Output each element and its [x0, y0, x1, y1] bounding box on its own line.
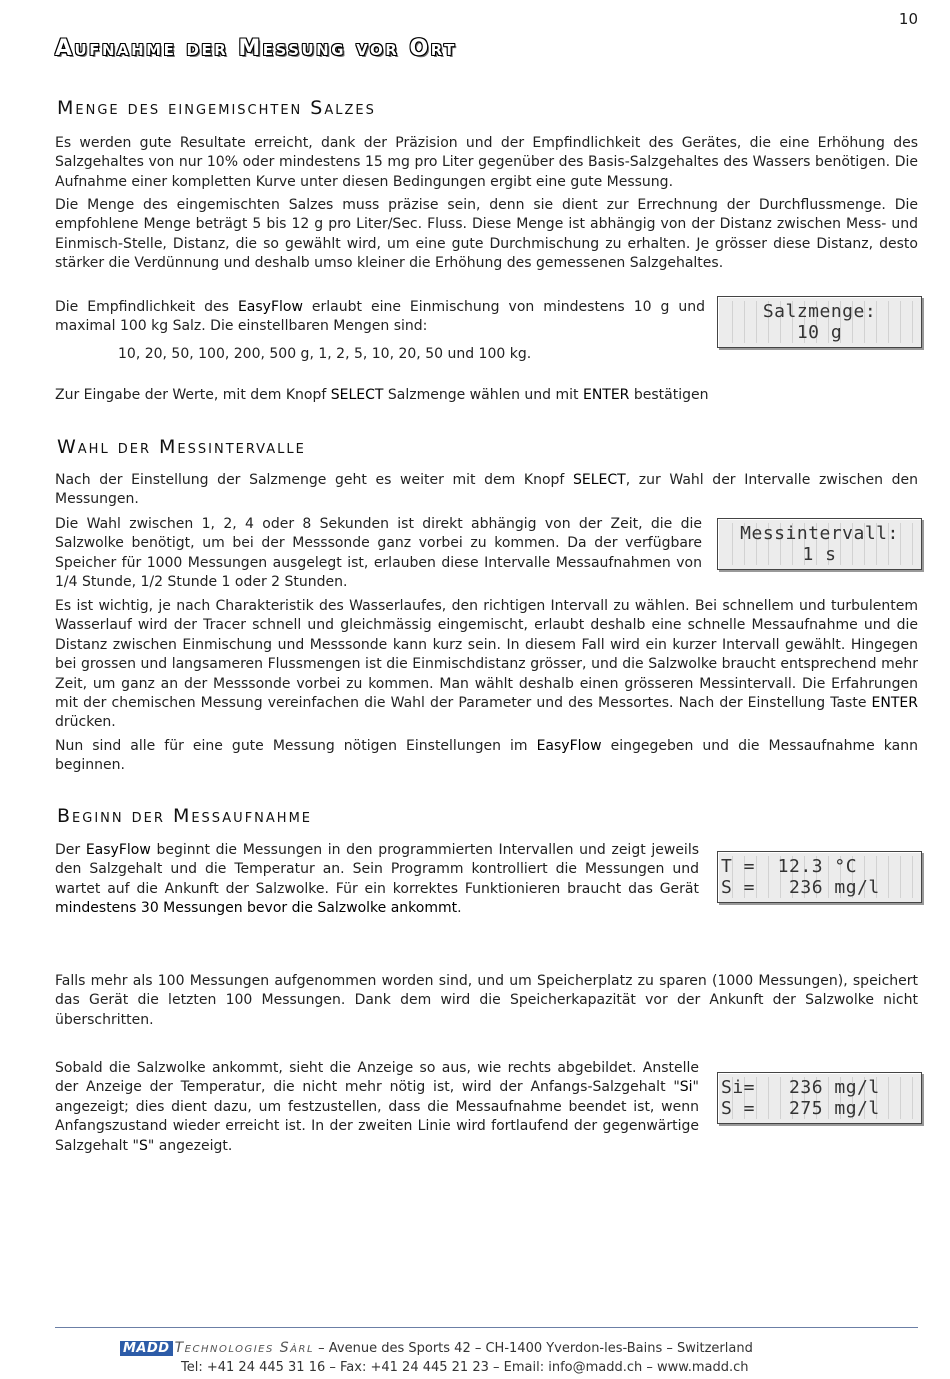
select-key-label: SELECT	[572, 472, 626, 488]
lcd-display-temperature-salinity	[717, 851, 922, 903]
paragraph: Die Wahl zwischen 1, 2, 4 oder 8 Sekunden ist direkt abhängig von der Zeit, die die Salzwolke benötigt, um bei der Messsonde ganz vorbei zu kommen. Da der verfügbare Speicher für 1000 Messungen ausgelegt ist, erlauben diese Intervalle Messaufnahmen von 1/4 Stunde, 1/2 Stunde 1 oder 2 Stunden.	[55, 516, 702, 591]
paragraph: Nun sind alle für eine gute Messung nötigen Einstellungen im EasyFlow eingegeben und die Messaufnahme kann beginnen.	[55, 738, 918, 774]
paragraph: Nach der Einstellung der Salzmenge geht es weiter mit dem Knopf SELECT, zur Wahl der Intervalle zwischen den Messungen.	[55, 472, 918, 508]
lcd-display-interval	[717, 518, 922, 570]
emphasis: Si	[679, 1079, 693, 1096]
footer-company-line	[120, 1340, 753, 1356]
paragraph: Es ist wichtig, je nach Charakteristik des Wasserlaufes, den richtigen Intervall zu wählen. Bei schnellem und turbulentem Wasserlauf wird der Tracer schnell und gleichmässig eingemischt, erlaubt deshalb eine schnelle Messaufnahme und die Distanz zwischen Einmischung und Messsonde kann kurz sein. In diesem Fall wird ein kurzer Intervall gewählt. Hingegen bei grossen und langsameren Flussmengen ist die Einmischdistanz grösser, und die Salzwolke braucht entsprechend mehr Zeit, um ganz an der Messsonde vorbei zu kommen. Man wählt deshalb einen grösseren Messintervall. Die Erfahrungen mit der chemischen Messung vereinfachen die Wahl der Parameter und des Messortes. Nach der Einstellung Taste ENTER drücken.	[55, 598, 918, 731]
enter-key-label: ENTER	[871, 695, 918, 712]
lcd-line: S = 236 mg/l	[721, 877, 918, 898]
paragraph: Die Empfindlichkeit des EasyFlow erlaubt eine Einmischung von mindestens 10 g und maximal 100 kg Salz. Die einstellbaren Mengen sind:	[55, 299, 705, 335]
product-name: EasyFlow	[237, 299, 303, 315]
emphasis: mindestens 30 Messungen bevor die Salzwolke ankommt	[55, 900, 458, 917]
select-key-label: SELECT	[330, 387, 384, 403]
company-address: – Avenue des Sports 42 – CH-1400 Yverdon-les-Bains – Switzerland	[314, 1341, 753, 1356]
lcd-line: Si= 236 mg/l	[721, 1077, 918, 1098]
paragraph: Sobald die Salzwolke ankommt, sieht die Anzeige so aus, wie rechts abgebildet. Anstelle der Anzeige der Temperatur, die nicht mehr nötig ist, wird der Anfangs-Salzgehalt "Si" angezeigt; dies dient dazu, um festzustellen, dass die Messaufnahme beendet ist, wenn Anfangszustand wieder erreicht ist. In der zweiten Linie wird fortlaufend der gegenwärtige Salzgehalt "S" angezeigt.	[55, 1060, 699, 1154]
paragraph: Der EasyFlow beginnt die Messungen in den programmierten Intervallen und zeigt jeweils den Salzgehalt und die Temperatur an. Sein Programm kontrolliert die Messungen und wartet auf die Ankunft der Salzwolke. Für ein korrektes Funktionieren braucht das Gerät mindestens 30 Messungen bevor die Salzwolke ankommt.	[55, 842, 700, 917]
lcd-line: Salzmenge:	[721, 301, 918, 322]
product-name: EasyFlow	[85, 842, 151, 858]
section-heading-start-measurement: Beginn der Messaufnahme	[57, 805, 313, 827]
lcd-line: S = 275 mg/l	[721, 1098, 918, 1119]
paragraph: Falls mehr als 100 Messungen aufgenommen worden sind, und um Speicherplatz zu sparen (1000 Messungen), speichert das Gerät die letzten 100 Messungen. Dank dem wird die Speicherkapazität vor der Ankunft der Salzwolke nicht überschritten.	[55, 973, 918, 1028]
page-number: 10	[898, 10, 918, 28]
paragraph: Es werden gute Resultate erreicht, dank der Präzision und der Empfindlichkeit des Gerätes, die eine Erhöhung des Salzgehaltes von nur 10% oder mindestens 15 mg pro Liter gegenüber des Basis-Salzgehaltes des Wassers benötigen. Die Aufnahme einer kompletten Kurve unter diesen Bedingungen ergibt eine gute Messung.	[55, 135, 918, 190]
company-logo: MADD	[120, 1341, 173, 1356]
paragraph: Die Menge des eingemischten Salzes muss präzise sein, denn sie dient zur Errechnung der Durchflussmenge. Die empfohlene Menge beträgt 5 bis 12 g pro Liter/Sec. Fluss. Diese Menge ist abhängig von der Distanz zwischen Mess- und Einmisch-Stelle, Distanz, die so gewählt wird, um eine gute Durchmischung zu erhalten. Je grösser diese Distanz, desto stärker die Verdünnung und deshalb umso kleiner die Erhöhung des gemessenen Salzgehaltes.	[55, 197, 918, 272]
footer-contact-line: Tel: +41 24 445 31 16 – Fax: +41 24 445 21 23 – Email: info@madd.ch – www.madd.ch	[181, 1360, 749, 1375]
company-name: Technologies Sàrl	[174, 1340, 315, 1356]
lcd-line: 10 g	[721, 322, 918, 343]
product-name: EasyFlow	[536, 738, 602, 754]
section-heading-interval: Wahl der Messintervalle	[57, 436, 306, 458]
lcd-line: 1 s	[721, 544, 918, 565]
selectable-amounts-list: 10, 20, 50, 100, 200, 500 g, 1, 2, 5, 10, 20, 50 und 100 kg.	[118, 346, 532, 362]
lcd-display-salt-amount	[717, 296, 922, 348]
footer-divider	[55, 1327, 918, 1328]
section-heading-salt-amount: Menge des eingemischten Salzes	[57, 97, 376, 119]
enter-key-label: ENTER	[582, 387, 630, 403]
emphasis: S	[138, 1137, 148, 1154]
lcd-display-salinity-readings	[717, 1072, 922, 1124]
lcd-line: T = 12.3 °C	[721, 856, 918, 877]
page-title: Aufnahme der Messung vor Ort	[55, 36, 457, 61]
paragraph: Zur Eingabe der Werte, mit dem Knopf SELECT Salzmenge wählen und mit ENTER bestätigen	[55, 387, 709, 403]
lcd-line: Messintervall:	[721, 523, 918, 544]
